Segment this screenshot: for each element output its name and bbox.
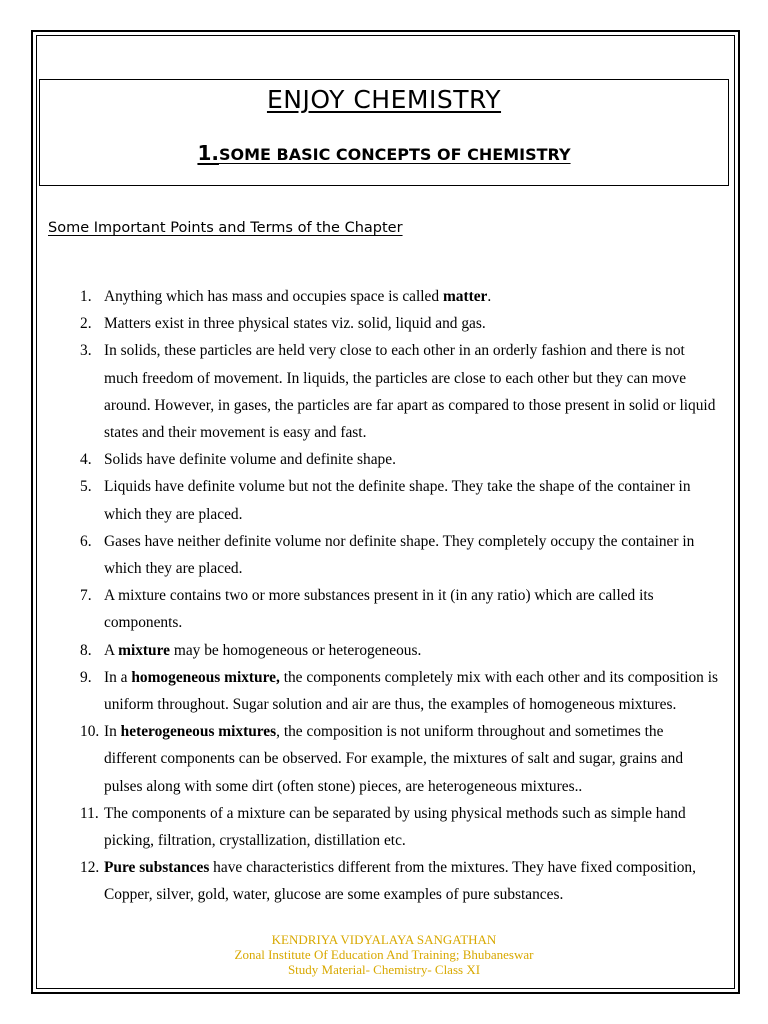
list-item-text: The components of a mixture can be separated by using physical methods such as simple hand picking, filtration, crystallization, distillation etc. [104, 804, 686, 850]
chapter-name: SOME BASIC CONCEPTS OF CHEMISTRY [218, 145, 571, 164]
list-item [0, 664, 768, 718]
points-list [0, 283, 768, 909]
list-item-text: Pure substances have characteristics different from the mixtures. They have fixed composition, Copper, silver, gold, water, glucose are some examples of pure substances. [104, 859, 696, 904]
footer-organization: KENDRIYA VIDYALAYA SANGATHAN [271, 932, 497, 947]
list-item [0, 718, 768, 800]
list-item-number: 11. [80, 804, 99, 822]
key-term: heterogeneous mixtures [120, 723, 277, 741]
list-item-text: In heterogeneous mixtures, the composition is not uniform throughout and sometimes the different components can be observed. For example, the mixtures of salt and sugar, grains and pulses along with some dirt (often stone) pieces, are heterogeneous mixtures.. [104, 723, 684, 795]
list-item [0, 800, 768, 854]
list-item-text: Matters exist in three physical states viz. solid, liquid and gas. [104, 315, 486, 333]
list-item-number: 9. [80, 668, 92, 686]
key-term: homogeneous mixture, [131, 668, 280, 686]
list-item [0, 283, 768, 310]
list-item [0, 473, 768, 527]
list-item [0, 582, 768, 636]
list-item-number: 3. [80, 342, 92, 360]
list-item-text: In solids, these particles are held very close to each other in an orderly fashion and there is not much freedom of movement. In liquids, the particles are close to each other but they can move around. However, in gases, the particles are far apart as compared to those present in solid or liquid states and their movement is easy and fast. [104, 342, 716, 442]
list-item-number: 8. [80, 641, 92, 659]
list-item-text: Liquids have definite volume but not the definite shape. They take the shape of the container in which they are placed. [104, 478, 691, 523]
list-item-number: 7. [80, 587, 92, 605]
footer-institute: Zonal Institute Of Education And Training; Bhubaneswar [234, 947, 534, 962]
chapter-number: 1. [197, 141, 219, 165]
list-item-number: 4. [80, 451, 92, 469]
section-heading: Some Important Points and Terms of the Chapter [48, 220, 403, 236]
list-item-text: Solids have definite volume and definite shape. [104, 451, 396, 469]
list-item [0, 446, 768, 473]
list-item-text: Gases have neither definite volume nor definite shape. They completely occupy the container in which they are placed. [104, 532, 695, 578]
list-item-text: A mixture may be homogeneous or heterogeneous. [104, 641, 422, 659]
list-item [0, 637, 768, 664]
list-item-text: A mixture contains two or more substances present in it (in any ratio) which are called its components. [104, 587, 654, 632]
chapter-title [0, 141, 768, 165]
list-item [0, 310, 768, 337]
list-item-number: 1. [80, 288, 92, 305]
list-item-number: 12. [80, 859, 100, 877]
key-term: Pure substances [104, 859, 210, 877]
key-term: matter [442, 288, 488, 305]
footer-subject: Study Material- Chemistry- Class XI [287, 962, 481, 977]
list-item-number: 2. [80, 315, 92, 333]
list-item-text: In a homogeneous mixture, the components completely mix with each other and its composition is uniform throughout. Sugar solution and air are thus, the examples of homogeneous mixtures. [104, 668, 718, 714]
list-item [0, 337, 768, 446]
list-item [0, 854, 768, 908]
list-item-number: 6. [80, 532, 92, 550]
list-item-number: 10. [80, 723, 100, 741]
list-item-text: Anything which has mass and occupies space is called matter. [104, 288, 492, 305]
list-item [0, 528, 768, 582]
key-term: mixture [118, 641, 170, 659]
page-title: ENJOY CHEMISTRY [266, 85, 502, 114]
list-item-number: 5. [80, 478, 92, 496]
